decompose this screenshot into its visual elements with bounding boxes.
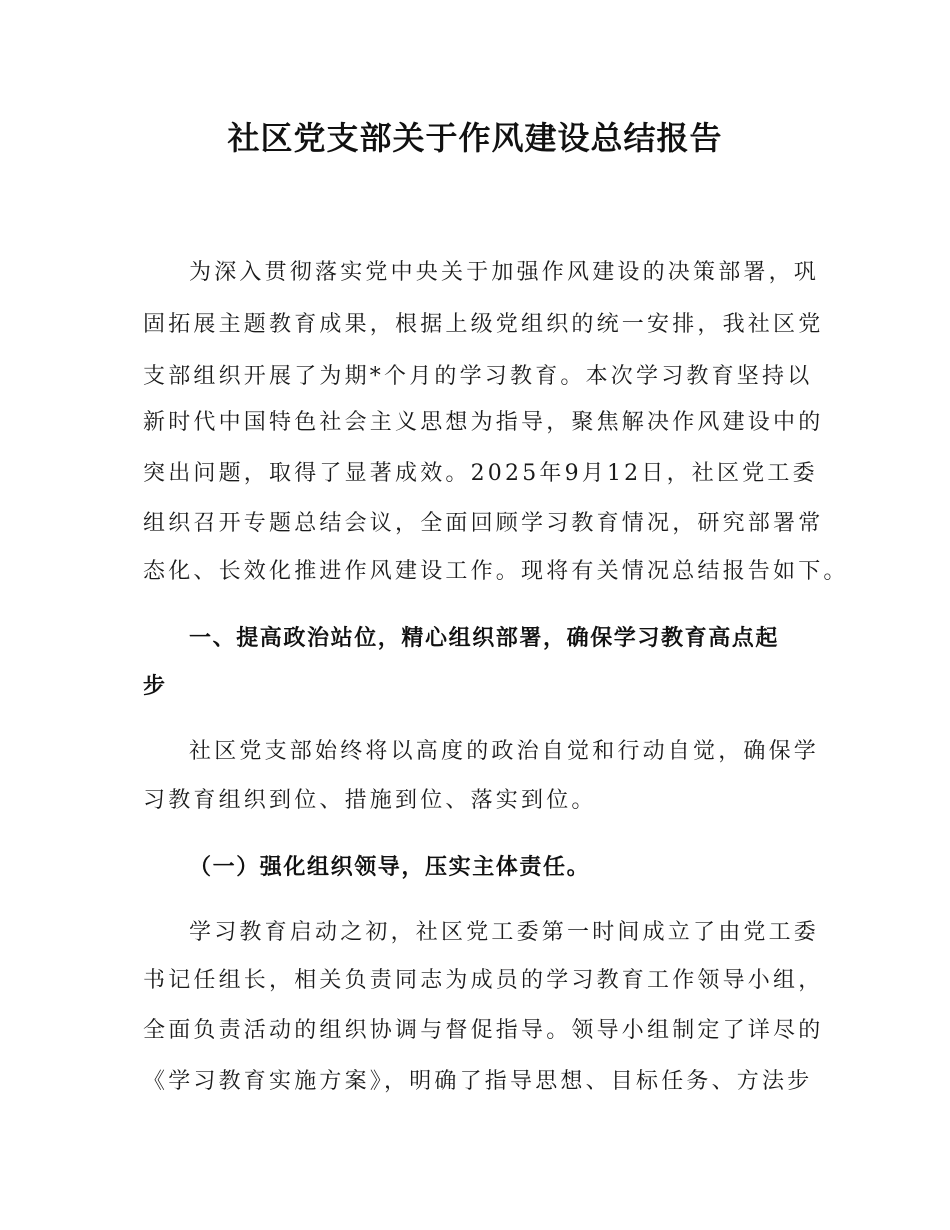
section-heading: 步 bbox=[143, 674, 167, 699]
subsection-body-line: 《学习教育实施方案》，明确了指导思想、目标任务、方法步 bbox=[143, 1069, 813, 1094]
document-title: 社区党支部关于作风建设总结报告 bbox=[227, 119, 723, 157]
subsection-body-line: 学习教育启动之初，社区党工委第一时间成立了由党工委 bbox=[189, 920, 820, 945]
intro-line: 态化、长效化推进作风建设工作。现将有关情况总结报告如下。 bbox=[143, 559, 849, 584]
intro-line: 新时代中国特色社会主义思想为指导，聚焦解决作风建设中的 bbox=[143, 410, 824, 435]
subsection-body-line: 全面负责活动的组织协调与督促指导。领导小组制定了详尽的 bbox=[143, 1018, 824, 1043]
section-heading: 一、提高政治站位，精心组织部署，确保学习教育高点起 bbox=[189, 626, 780, 651]
section-body-line: 社区党支部始终将以高度的政治自觉和行动自觉，确保学 bbox=[189, 739, 820, 764]
intro-line: 支部组织开展了为期*个月的学习教育。本次学习教育坚持以 bbox=[143, 364, 813, 389]
subsection-body-line: 书记任组长，相关负责同志为成员的学习教育工作领导小组， bbox=[143, 968, 824, 993]
intro-line: 固拓展主题教育成果，根据上级党组织的统一安排，我社区党 bbox=[143, 312, 824, 337]
intro-line: 为深入贯彻落实党中央关于加强作风建设的决策部署，巩 bbox=[189, 260, 820, 285]
intro-line: 组织召开专题总结会议，全面回顾学习教育情况，研究部署常 bbox=[143, 511, 824, 536]
section-body-line: 习教育组织到位、措施到位、落实到位。 bbox=[143, 788, 597, 813]
intro-line: 突出问题，取得了显著成效。2025年9月12日，社区党工委 bbox=[143, 461, 818, 486]
subsection-heading: （一）强化组织领导，压实主体责任。 bbox=[189, 855, 591, 880]
